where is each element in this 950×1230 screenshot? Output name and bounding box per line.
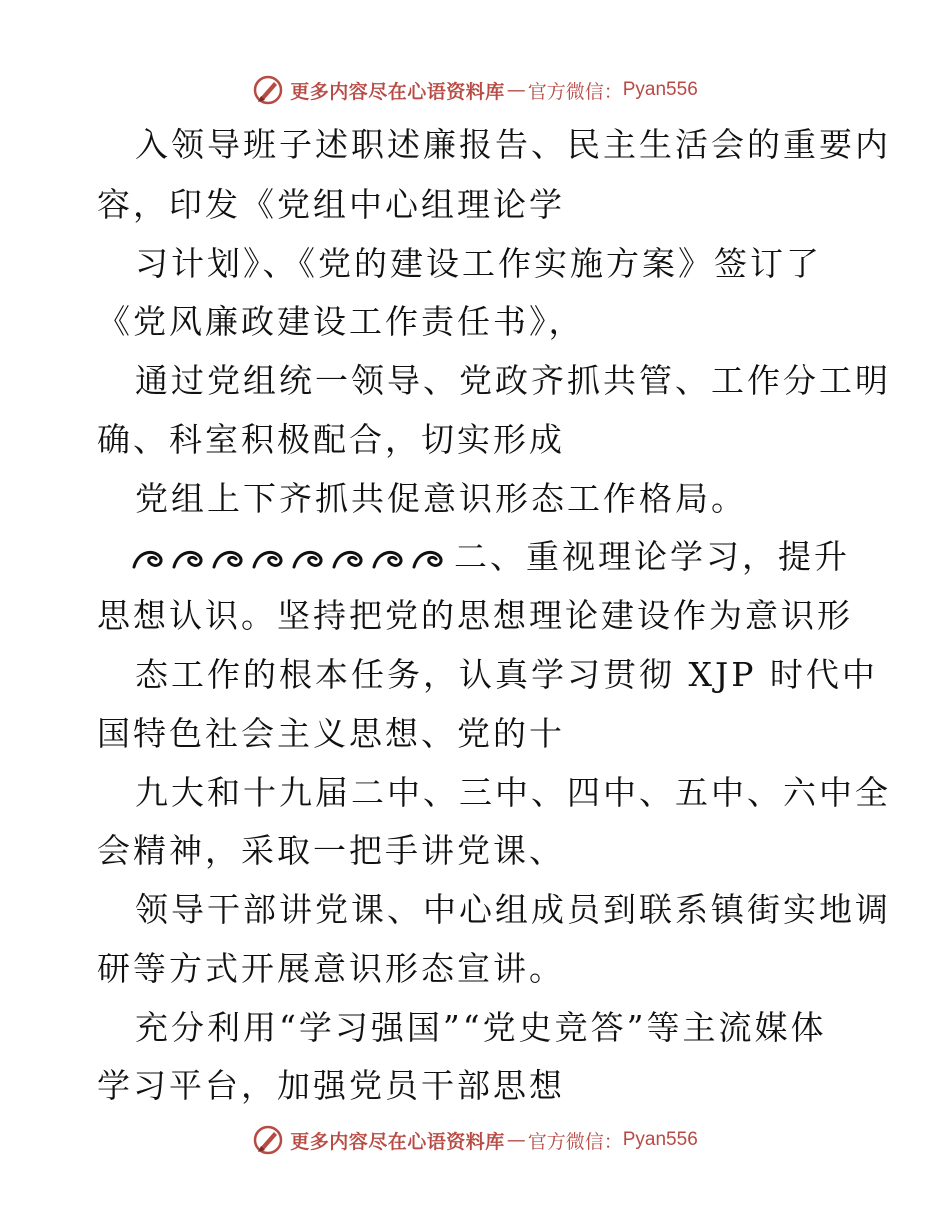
banner-dash: —	[506, 1129, 526, 1151]
banner-wechat-label: 官方微信：	[527, 80, 623, 103]
text-line: 入领导班子述职述廉报告、民主生活会的重要内	[135, 125, 891, 164]
text-line: 《党风廉政建设工作责任书》，	[97, 302, 585, 341]
pen-circle-logo-icon	[252, 1124, 284, 1156]
text-line: 国特色社会主义思想、党的十	[97, 714, 565, 753]
text-line: 确、科室积极配合，切实形成	[97, 420, 565, 459]
text-line: 领导干部讲党课、中心组成员到联系镇街实地调	[135, 890, 891, 929]
text-line: 党组上下齐抓共促意识形态工作格局。	[135, 479, 747, 518]
text-line: 九大和十九届二中、三中、四中、五中、六中全	[135, 773, 891, 812]
banner-text: 更多内容尽在心语资料库	[290, 80, 505, 103]
banner-text: 更多内容尽在心语资料库	[290, 1130, 505, 1153]
footer-banner	[0, 1120, 950, 1160]
text-line: 思想认识。坚持把党的思想理论建设作为意识形	[97, 596, 853, 635]
banner-wechat-label: 官方微信：	[527, 1130, 623, 1153]
text-line: 充分利用“学习强国”“党史竞答”等主流媒体	[135, 1008, 827, 1047]
text-line: 研等方式开展意识形态宣讲。	[97, 949, 565, 988]
text-line: 会精神，采取一把手讲党课、	[97, 831, 565, 870]
banner-wechat-id: Pyan556	[622, 79, 698, 100]
text-line: 习计划》、《党的建设工作实施方案》签订了	[135, 244, 822, 283]
swirl-ornament-icon	[130, 545, 450, 573]
text-line: 态工作的根本任务，认真学习贯彻 XJP 时代中	[135, 655, 878, 694]
section-heading-text: 二、重视理论学习，提升	[454, 537, 850, 576]
text-line: 容，印发《党组中心组理论学	[97, 185, 565, 224]
banner-wechat-id: Pyan556	[622, 1129, 698, 1150]
text-line: 学习平台，加强党员干部思想	[97, 1066, 565, 1105]
banner-dash: —	[506, 79, 526, 101]
section-heading-line	[130, 537, 850, 577]
text-line: 通过党组统一领导、党政齐抓共管、工作分工明	[135, 361, 891, 400]
